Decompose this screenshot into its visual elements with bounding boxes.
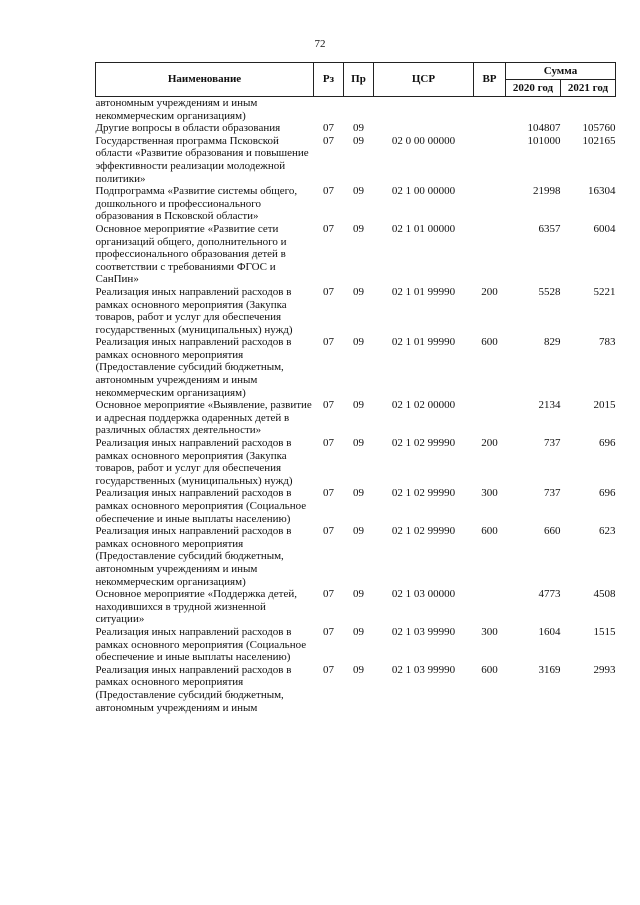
table-row bbox=[96, 336, 616, 399]
cell-csr: 02 1 02 00000 bbox=[391, 399, 456, 412]
cell-csr: 02 1 03 99990 bbox=[391, 663, 456, 676]
cell-vr: 600 bbox=[481, 525, 498, 538]
cell-sum-2020: 5528 bbox=[538, 285, 561, 298]
cell-pr bbox=[344, 97, 374, 123]
cell-sum-2021: 102165 bbox=[582, 134, 616, 147]
cell-sum-2020: 737 bbox=[544, 487, 561, 500]
cell-name: Реализация иных направлений расходов в рамках основного мероприятия (Социальное обеспечение и иные выплаты населению) bbox=[95, 625, 307, 664]
cell-pr: 09 bbox=[353, 122, 364, 135]
budget-table bbox=[95, 62, 616, 714]
cell-csr: 02 1 02 99990 bbox=[391, 525, 456, 538]
cell-pr: 09 bbox=[353, 525, 364, 538]
cell-vr: 200 bbox=[481, 437, 498, 450]
table-row bbox=[96, 122, 616, 135]
cell-rz: 07 bbox=[323, 134, 334, 147]
cell-name: Основное мероприятие «Развитие сети организаций общего, дополнительного и профессионального образования детей в соответствии с требованиями ФГОС и СанПин» bbox=[95, 222, 287, 286]
cell-csr: 02 1 03 99990 bbox=[391, 625, 456, 638]
cell-sum-2020: 101000 bbox=[527, 134, 561, 147]
cell-rz: 07 bbox=[323, 625, 334, 638]
cell-rz: 07 bbox=[323, 525, 334, 538]
cell-sum-2020: 829 bbox=[544, 336, 561, 349]
cell-rz: 07 bbox=[323, 285, 334, 298]
cell-sum-2021: 6004 bbox=[593, 222, 616, 235]
cell-csr bbox=[374, 97, 474, 123]
cell-sum-2021: 696 bbox=[599, 487, 616, 500]
cell-sum-2020: 737 bbox=[544, 437, 561, 450]
cell-sum-2021 bbox=[561, 97, 616, 123]
cell-rz bbox=[314, 97, 344, 123]
cell-name: Основное мероприятие «Выявление, развитие и адресная поддержка одаренных детей в различных областях деятельности» bbox=[95, 399, 312, 437]
cell-vr bbox=[474, 185, 506, 223]
cell-sum-2021: 2993 bbox=[593, 663, 616, 676]
cell-name: Реализация иных направлений расходов в рамках основного мероприятия (Предоставление субсидий бюджетным, автономным учреждениям и иным bbox=[95, 663, 292, 714]
cell-pr: 09 bbox=[353, 185, 364, 198]
table-body bbox=[96, 97, 616, 715]
cell-name: Подпрограмма «Развитие системы общего, дошкольного и профессионального образования в Псковской области» bbox=[95, 185, 298, 223]
cell-rz: 07 bbox=[323, 122, 334, 135]
cell-name: Государственная программа Псковской области «Развитие образования и повышение эффективности реализации молодежной политики» bbox=[95, 134, 309, 185]
cell-name: Реализация иных направлений расходов в рамках основного мероприятия (Закупка товаров, работ и услуг для обеспечения государственных (муниципальных) нужд) bbox=[95, 285, 293, 336]
cell-pr: 09 bbox=[353, 134, 364, 147]
cell-vr: 200 bbox=[481, 285, 498, 298]
cell-pr: 09 bbox=[353, 487, 364, 500]
cell-name: Основное мероприятие «Поддержка детей, находившихся в трудной жизненной ситуации» bbox=[95, 588, 297, 626]
cell-pr: 09 bbox=[353, 399, 364, 412]
cell-sum-2020: 4773 bbox=[538, 588, 561, 601]
table-row bbox=[96, 487, 616, 525]
cell-csr: 02 1 01 99990 bbox=[391, 336, 456, 349]
cell-rz: 07 bbox=[323, 185, 334, 198]
cell-vr bbox=[474, 223, 506, 286]
header-pr: Пр bbox=[344, 63, 374, 97]
cell-rz: 07 bbox=[323, 336, 334, 349]
table-row bbox=[96, 286, 616, 336]
cell-sum-2021: 783 bbox=[599, 336, 616, 349]
table-row bbox=[96, 223, 616, 286]
cell-csr: 02 1 00 00000 bbox=[391, 185, 456, 198]
cell-csr: 02 0 00 00000 bbox=[391, 134, 456, 147]
cell-sum-2021: 1515 bbox=[593, 625, 616, 638]
cell-csr: 02 1 02 99990 bbox=[391, 487, 456, 500]
cell-csr: 02 1 02 99990 bbox=[391, 437, 456, 450]
header-year-2020: 2020 год bbox=[506, 80, 561, 97]
cell-name: Реализация иных направлений расходов в рамках основного мероприятия (Закупка товаров, работ и услуг для обеспечения государственных (муниципальных) нужд) bbox=[95, 437, 293, 487]
table-row bbox=[96, 588, 616, 626]
header-sum: Сумма bbox=[506, 63, 616, 80]
cell-sum-2020: 6357 bbox=[538, 222, 561, 235]
cell-sum-2021: 696 bbox=[599, 437, 616, 450]
header-vr: ВР bbox=[474, 63, 506, 97]
cell-csr: 02 1 01 00000 bbox=[391, 222, 456, 235]
cell-pr: 09 bbox=[353, 663, 364, 676]
cell-sum-2020: 104807 bbox=[527, 122, 561, 135]
page-number: 72 bbox=[314, 38, 326, 50]
table-header bbox=[96, 63, 616, 97]
table-row bbox=[96, 525, 616, 588]
cell-sum-2021: 623 bbox=[599, 525, 616, 538]
header-name: Наименование bbox=[96, 63, 314, 97]
cell-vr: 300 bbox=[481, 487, 498, 500]
cell-pr: 09 bbox=[353, 222, 364, 235]
cell-vr bbox=[474, 135, 506, 185]
cell-sum-2020: 660 bbox=[544, 525, 561, 538]
cell-sum-2021: 2015 bbox=[593, 399, 616, 412]
cell-rz: 07 bbox=[323, 399, 334, 412]
cell-sum-2020 bbox=[506, 97, 561, 123]
cell-pr: 09 bbox=[353, 625, 364, 638]
cell-pr: 09 bbox=[353, 437, 364, 450]
cell-name: Другие вопросы в области образования bbox=[95, 122, 281, 135]
cell-pr: 09 bbox=[353, 588, 364, 601]
header-csr: ЦСР bbox=[374, 63, 474, 97]
cell-sum-2021: 16304 bbox=[588, 185, 616, 198]
cell-vr bbox=[474, 399, 506, 437]
cell-rz: 07 bbox=[323, 487, 334, 500]
cell-rz: 07 bbox=[323, 588, 334, 601]
table-row bbox=[96, 664, 616, 714]
table-row bbox=[96, 185, 616, 223]
cell-sum-2020: 3169 bbox=[538, 663, 561, 676]
cell-name: Реализация иных направлений расходов в рамках основного мероприятия (Предоставление субсидий бюджетным, автономным учреждениям и иным некоммерческим организациям) bbox=[95, 525, 292, 588]
cell-csr: 02 1 01 99990 bbox=[391, 285, 456, 298]
cell-rz: 07 bbox=[323, 663, 334, 676]
cell-pr: 09 bbox=[353, 285, 364, 298]
cell-sum-2020: 21998 bbox=[533, 185, 561, 198]
table-row bbox=[96, 626, 616, 664]
cell-vr bbox=[474, 122, 506, 135]
cell-pr: 09 bbox=[353, 336, 364, 349]
header-rz: Рз bbox=[314, 63, 344, 97]
cell-sum-2021: 4508 bbox=[593, 588, 616, 601]
cell-name: автономным учреждениям и иным некоммерческим организациям) bbox=[95, 97, 258, 122]
cell-sum-2020: 1604 bbox=[538, 625, 561, 638]
table-row bbox=[96, 97, 616, 123]
cell-rz: 07 bbox=[323, 437, 334, 450]
table-row bbox=[96, 399, 616, 437]
header-year-2021: 2021 год bbox=[561, 80, 616, 97]
cell-vr: 300 bbox=[481, 625, 498, 638]
cell-name: Реализация иных направлений расходов в рамках основного мероприятия (Социальное обеспечение и иные выплаты населению) bbox=[95, 487, 307, 525]
cell-vr: 600 bbox=[481, 663, 498, 676]
table-row bbox=[96, 437, 616, 487]
cell-vr bbox=[474, 588, 506, 626]
cell-vr: 600 bbox=[481, 336, 498, 349]
cell-sum-2020: 2134 bbox=[538, 399, 561, 412]
cell-csr bbox=[374, 122, 474, 135]
table-row bbox=[96, 135, 616, 185]
cell-sum-2021: 5221 bbox=[593, 285, 616, 298]
cell-csr: 02 1 03 00000 bbox=[391, 588, 456, 601]
cell-sum-2021: 105760 bbox=[582, 122, 616, 135]
cell-vr bbox=[474, 97, 506, 123]
cell-name: Реализация иных направлений расходов в рамках основного мероприятия (Предоставление субсидий бюджетным, автономным учреждениям и иным некоммерческим организациям) bbox=[95, 336, 292, 399]
cell-rz: 07 bbox=[323, 222, 334, 235]
